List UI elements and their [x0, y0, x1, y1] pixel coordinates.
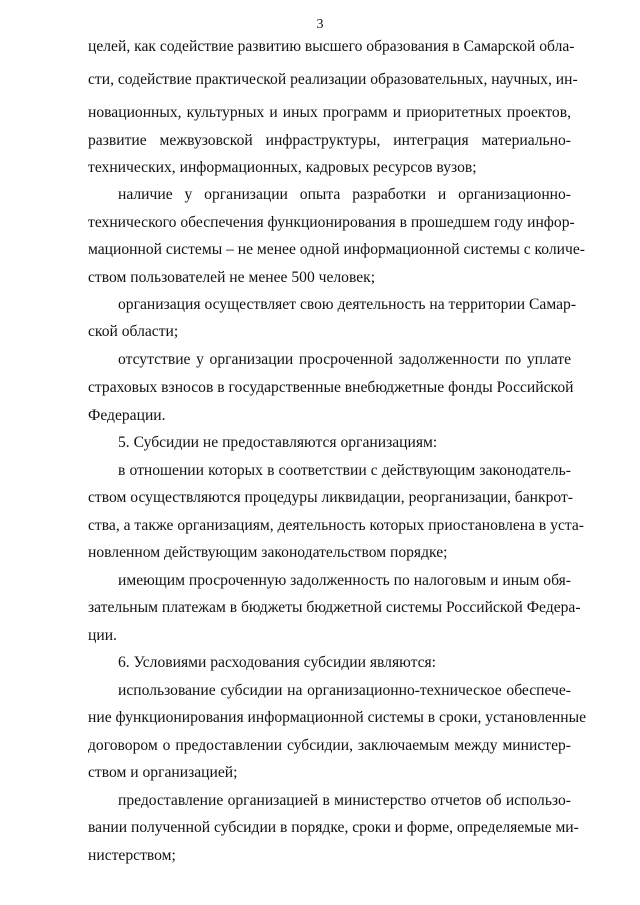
text-line: в отношении которых в соответствии с действующим законодатель- [118, 462, 571, 479]
text-line: 5. Субсидии не предоставляются организациям: [118, 434, 438, 451]
text-line: технического обеспечения функционирования в прошедшем году инфор- [88, 214, 575, 231]
text-line: договором о предоставлении субсидии, заключаемым между министер- [88, 737, 571, 754]
text-line: ством и организацией; [88, 764, 238, 781]
text-line: новленном действующим законодательством порядке; [88, 544, 448, 561]
text-line: нистерством; [88, 847, 176, 864]
text-line: имеющим просроченную задолженность по налоговым и иным обя- [118, 572, 571, 589]
text-line: мационной системы – не менее одной информационной системы с количе- [88, 241, 585, 258]
text-line: ние функционирования информационной системы в сроки, установленные [88, 709, 587, 726]
text-line: ства, а также организациям, деятельность которых приостановлена в уста- [88, 517, 584, 534]
text-line: предоставление организацией в министерство отчетов об использо- [118, 792, 571, 809]
text-line: использование субсидии на организационно-техническое обеспече- [118, 682, 571, 699]
text-line: Федерации. [88, 407, 166, 424]
text-line: ции. [88, 627, 117, 644]
text-line: страховых взносов в государственные внебюджетные фонды Российской [88, 379, 574, 396]
text-line: зательным платежам в бюджеты бюджетной системы Российской Федера- [88, 599, 581, 616]
text-line: ством пользователей не менее 500 человек; [88, 269, 376, 286]
text-line: технических, информационных, кадровых ресурсов вузов; [88, 159, 477, 176]
text-line: отсутствие у организации просроченной задолженности по уплате [118, 351, 571, 368]
text-line: организация осуществляет свою деятельность на территории Самар- [118, 296, 577, 313]
text-line: вании полученной субсидии в порядке, сроки и форме, определяемые ми- [88, 819, 579, 836]
text-line: ской области; [88, 323, 179, 340]
text-line: новационных, культурных и иных программ и приоритетных проектов, [88, 104, 571, 121]
text-line: ством осуществляются процедуры ликвидации, реорганизации, банкрот- [88, 489, 573, 506]
text-line: наличие у организации опыта разработки и организационно- [118, 186, 571, 203]
text-line: целей, как содействие развитию высшего образования в Самарской обла- [88, 38, 575, 55]
text-line: 6. Условиями расходования субсидии являются: [118, 654, 436, 671]
text-line: сти, содействие практической реализации образовательных, научных, ин- [88, 71, 578, 88]
page-number: 3 [316, 17, 324, 32]
text-line: развитие межвузовской инфраструктуры, интеграция материально- [88, 132, 571, 149]
